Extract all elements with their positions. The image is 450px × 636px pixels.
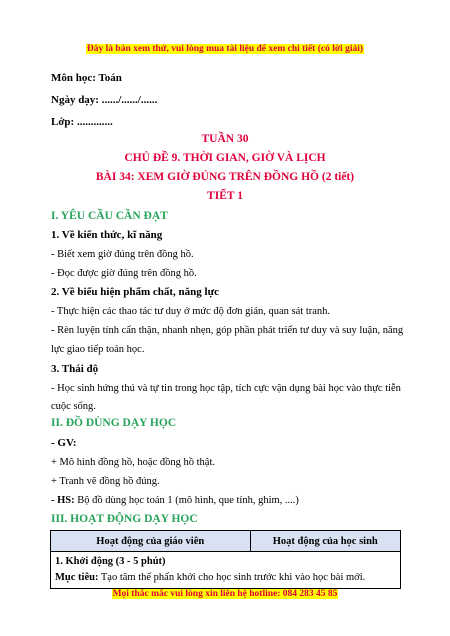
class-line: Lớp: ............. [51, 116, 113, 128]
topic-title: CHỦ ĐỀ 9. THỜI GIAN, GIỜ VÀ LỊCH [124, 152, 326, 164]
hs-line [51, 494, 299, 507]
list-item: - Đọc được giờ đúng trên đồng hồ. [51, 268, 197, 279]
list-item: lực giao tiếp toán học. [51, 344, 145, 355]
footer-banner [0, 589, 450, 599]
goal-label: Mục tiêu: [55, 572, 99, 583]
activity-1-title: 1. Khởi động (3 - 5 phút) [55, 556, 166, 567]
footer-banner-text: Mọi thắc mắc vui lòng xin liên hệ hotline: 084 283 45 85 [112, 589, 338, 599]
section-1-heading: I. YÊU CẦU CẦN ĐẠT [51, 210, 168, 222]
list-item: + Tranh vẽ đồng hồ đúng. [51, 476, 160, 487]
section-3-heading: III. HOẠT ĐỘNG DẠY HỌC [51, 513, 198, 525]
list-item: - Thực hiện các thao tác tư duy ở mức độ đơn giản, quan sát tranh. [51, 306, 331, 317]
preview-banner-text: Đây là bản xem thử, vui lòng mua tài liệu để xem chi tiết (có lời giải) [86, 44, 364, 54]
list-item: - Học sinh hứng thú và tự tin trong học tập, tích cực vận dụng bài học vào thực tiễn [51, 383, 401, 394]
lesson-title: BÀI 34: XEM GIỜ ĐÚNG TRÊN ĐỒNG HỒ (2 tiết) [95, 171, 355, 183]
list-item: + Mô hình đồng hồ, hoặc đồng hồ thật. [51, 457, 215, 468]
student-column-header: Hoạt động của học sinh [250, 531, 401, 552]
section-2-heading: II. ĐỒ DÙNG DẠY HỌC [51, 417, 177, 429]
subsection-1-heading: 1. Về kiến thức, kĩ năng [51, 229, 163, 241]
period-title: TIẾT 1 [207, 190, 243, 202]
subsection-2-heading: 2. Về biểu hiện phẩm chất, năng lực [51, 286, 220, 298]
gv-label: - GV: [51, 437, 77, 449]
list-item: - Biết xem giờ đúng trên đồng hồ. [51, 249, 194, 260]
teacher-column-header: Hoạt động của giáo viên [51, 531, 251, 552]
week-title: TUẦN 30 [201, 133, 249, 145]
hs-label: - HS: [51, 495, 75, 506]
date-line: Ngày dạy: ....../....../...... [51, 94, 158, 106]
preview-banner [0, 44, 450, 54]
subject-line: Môn học: Toán [51, 72, 122, 84]
list-item: cuộc sống. [51, 401, 96, 412]
hs-text: Bộ đồ dùng học toán 1 (mô hình, que tính, ghim, ....) [74, 495, 299, 506]
goal-text: Tạo tâm thế phấn khởi cho học sinh trước khi vào học bài mới. [98, 572, 366, 583]
list-item: - Rèn luyện tính cẩn thận, nhanh nhẹn, góp phần phát triển tư duy và suy luận, năng [51, 325, 404, 336]
subsection-3-heading: 3. Thái độ [51, 363, 99, 375]
